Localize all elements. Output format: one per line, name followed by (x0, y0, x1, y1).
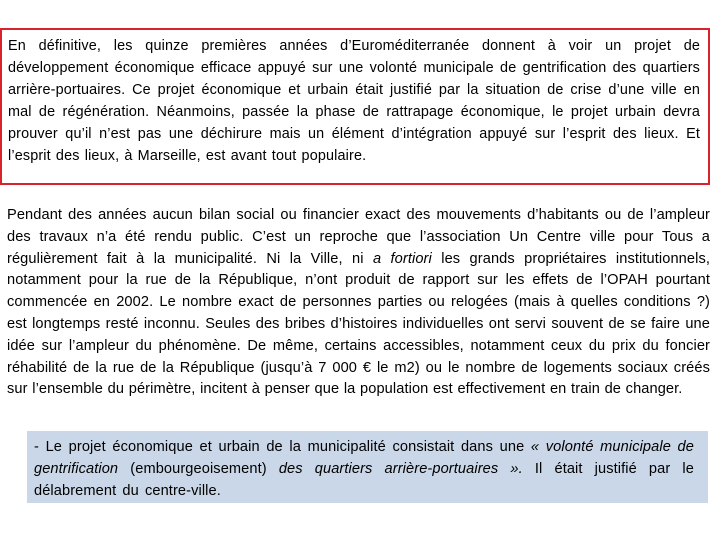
body-text-part-2: les grands propriétaires institutionnels, notamment pour la rue de la République, n’ont produit de rapport sur les effets de l’OPAH pourtant commencée en 2002. Le nombre exact de personnes parties ou relogées (mais à quelles conditions ?) est longtemps resté inconnu. Seules des bribes d’histoires individuelles ont servi souvent de se faire une idée sur l’ampleur du phénomène. De même, certains accessibles, notamment ceux du prix du foncier réhabilité de la rue de la République (jusqu’à 7 000 € le m2) ou le nombre de logements sociaux créés sur l’ensemble du périmètre, incitent à penser que la population est effectivement en train de changer. (7, 250, 711, 398)
body-paragraph (7, 205, 710, 401)
highlighted-paragraph-box (0, 28, 710, 185)
summary-text-part-1: - Le projet économique et urbain de la municipalité consistait dans une (34, 439, 531, 455)
summary-paragraph (34, 436, 694, 502)
summary-text-part-2: (embourgeoisement) (118, 461, 279, 477)
summary-box (27, 431, 708, 503)
body-paragraph-container (7, 205, 710, 401)
body-text-part-1: Pendant des années aucun bilan social ou financier exact des mouvements d’habitants ou de l’ampleur des travaux n’a été rendu public. C’est un reproche que l’association Un Centre ville pour Tous a régulièrement fait à la municipalité. Ni la Ville, ni (7, 207, 710, 267)
summary-text-part-3: Il était justifié par le délabrement du centre-ville. (34, 461, 694, 499)
summary-text-italic-1: « volonté municipale de gentrification (34, 439, 694, 477)
body-text-italic: a fortiori (372, 250, 432, 267)
summary-text-italic-2: des quartiers arrière-portuaires ». (278, 461, 523, 477)
intro-paragraph: En définitive, les quinze premières années d’Euroméditerranée donnent à voir un projet de développement économique efficace appuyé sur une volonté municipale de gentrification des quartiers arrière-portuaires. Ce projet économique et urbain était justifié par la situation de crise d’une ville en mal de régénération. Néanmoins, passée la phase de rattrapage économique, le projet urbain devra prouver qu’il n’est pas une déchirure mais un élément d’intégration appuyé sur l’esprit des lieux. Et l’esprit des lieux, à Marseille, est avant tout populaire. (8, 38, 700, 164)
